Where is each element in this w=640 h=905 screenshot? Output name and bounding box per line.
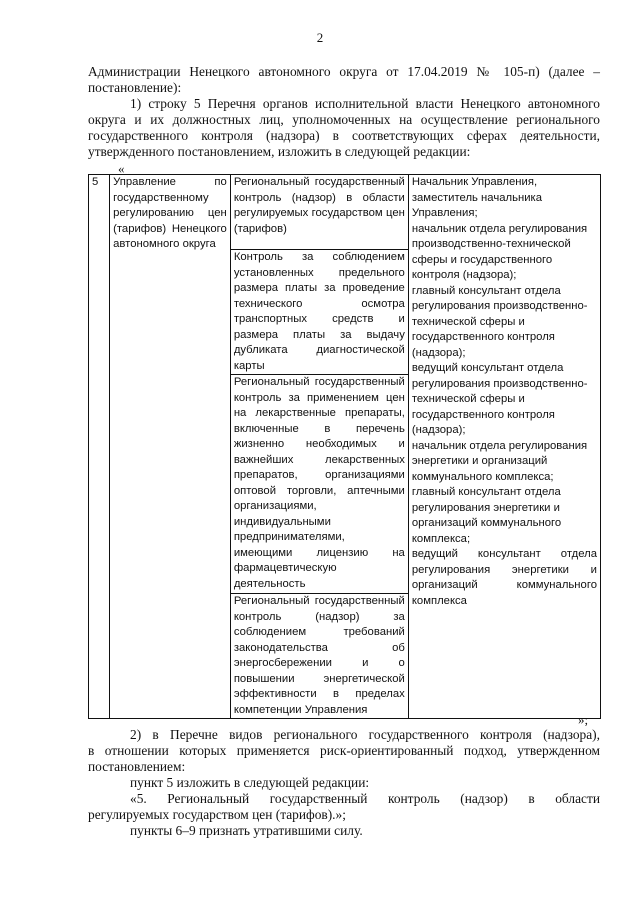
official-8: ведущий консультант отдела регулирования энергетики и организаций коммунального комплекса bbox=[411, 548, 597, 607]
item1-line-4: утвержденного постановлением, изложить в следующей редакции: bbox=[88, 144, 471, 159]
official-3: начальник отдела регулирования производственно-технической сферы и государственного контроля (надзора); bbox=[411, 222, 588, 281]
row-number-cell: 5 bbox=[89, 175, 110, 719]
control-type-3: Региональный государственный контроль за применением цен на лекарственные препараты, включенные в перечень жизненно необходимых и важнейших лекарственных препаратов, организациями оптовой торговли, аптечными организациями, индивидуальными предпринимателями, имеющими лицензию на фармацевтическую деятельность bbox=[233, 376, 405, 590]
control-type-2: Контроль за соблюдением установленных предельного размера платы за проведение технического осмотра транспортных средств и размера платы за выдачу дубликата диагностической карты bbox=[233, 251, 405, 372]
item1-line-3: государственного контроля (надзора) в соответствующих сферах деятельности, bbox=[88, 128, 600, 143]
item1-line-2: округа и их должностных лиц, уполномоченных на осуществление регионального bbox=[88, 112, 600, 127]
control-cell-2 bbox=[230, 250, 408, 375]
control-cell-4 bbox=[230, 594, 408, 719]
organ-name: Управление по государственному регулированию цен (тарифов) Ненецкого автономного округа bbox=[113, 176, 227, 250]
item2-line-3: постановлением: bbox=[88, 759, 186, 774]
item2-line-2: в отношении которых применяется риск-ориентированный подход, утвержденном bbox=[88, 743, 600, 758]
organ-cell bbox=[110, 175, 231, 719]
control-type-1: Региональный государственный контроль (надзор) в области регулируемых государством цен (тарифов) bbox=[233, 176, 405, 235]
official-7: главный консультант отдела регулирования энергетики и организаций коммунального комплекса; bbox=[411, 486, 562, 545]
official-5: ведущий консультант отдела регулирования производственно-технической сферы и государственного контроля (надзора); bbox=[411, 362, 588, 436]
item1-line-1: 1) строку 5 Перечня органов исполнительной власти Ненецкого автономного bbox=[130, 96, 600, 111]
item2-points-6-9: пункты 6–9 признать утратившими силу. bbox=[130, 823, 363, 838]
closing-quote: »; bbox=[578, 712, 589, 727]
official-4: главный консультант отдела регулирования производственно-технической сферы и государственного контроля (надзора); bbox=[411, 284, 588, 359]
table-row bbox=[89, 175, 601, 250]
item2-line-1: 2) в Перечне видов регионального государственного контроля (надзора), bbox=[130, 727, 600, 742]
opening-quote: « bbox=[118, 161, 125, 176]
item2-point5-line-1: «5. Региональный государственный контроль (надзор) в области bbox=[130, 791, 600, 806]
officials-cell bbox=[408, 175, 600, 719]
official-1: Начальник Управления, bbox=[411, 176, 538, 188]
official-6: начальник отдела регулирования энергетики и организаций коммунального комплекса; bbox=[411, 439, 588, 483]
intro-line-1: Администрации Ненецкого автономного округа от 17.04.2019 № 105-п) (далее – bbox=[88, 64, 600, 79]
control-type-4: Региональный государственный контроль (надзор) за соблюдением требований законодательства об энергосбережении и о повышении энергетической эффективности в пределах компетенции Управления bbox=[233, 595, 405, 716]
item2-point5-intro: пункт 5 изложить в следующей редакции: bbox=[130, 775, 370, 790]
control-cell-3 bbox=[230, 375, 408, 594]
item2-point5-line-2: регулируемых государством цен (тарифов).»; bbox=[88, 807, 346, 822]
authorities-table bbox=[88, 174, 601, 719]
page-number: 2 bbox=[316, 30, 324, 45]
intro-line-2: постановление): bbox=[88, 80, 182, 95]
official-2: заместитель начальника Управления; bbox=[411, 191, 543, 219]
control-cell-1 bbox=[230, 175, 408, 250]
